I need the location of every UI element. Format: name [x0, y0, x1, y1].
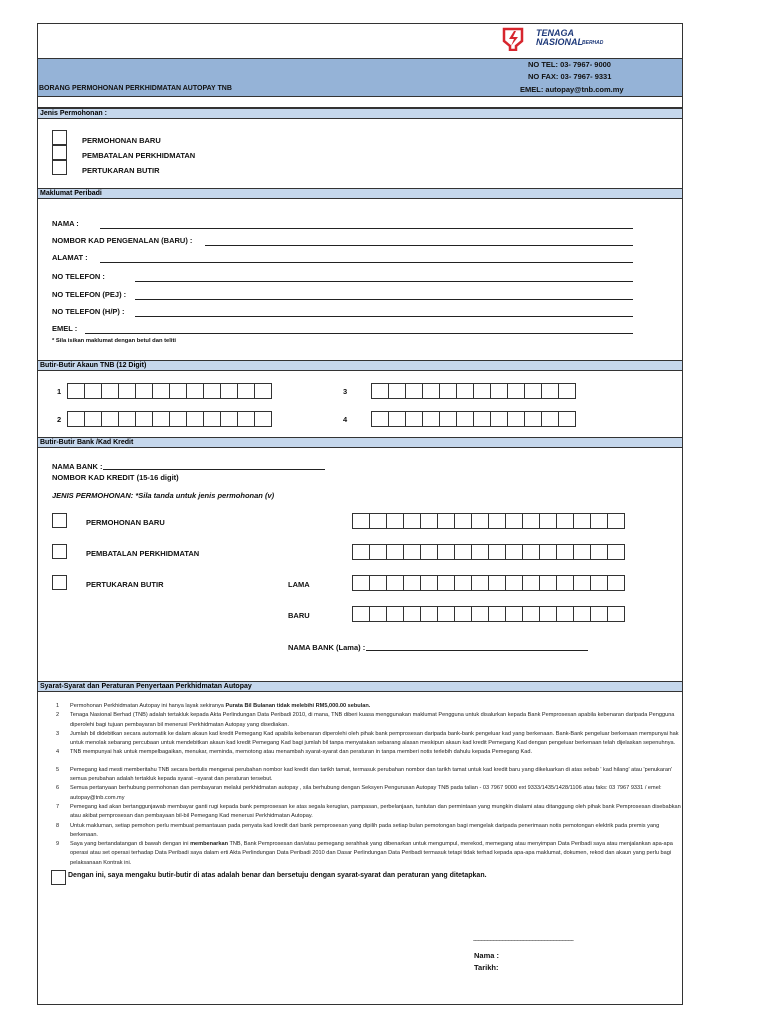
digit-box[interactable]	[352, 575, 370, 591]
label-jenis-bank: JENIS PERMOHONAN: *Sila tanda untuk jenis permohonan (v)	[52, 491, 275, 500]
digit-box[interactable]	[607, 544, 625, 560]
terms-list	[56, 702, 681, 868]
terms-item-text	[70, 702, 370, 711]
digit-box[interactable]	[369, 544, 387, 560]
input-ic[interactable]	[205, 245, 633, 246]
digit-box[interactable]	[203, 383, 221, 399]
digit-box[interactable]	[386, 606, 404, 622]
digit-box[interactable]	[420, 513, 438, 529]
contact-tel: NO TEL: 03- 7967- 9000	[528, 60, 611, 69]
digit-box[interactable]	[169, 383, 187, 399]
digit-box[interactable]	[539, 606, 557, 622]
digit-box[interactable]	[237, 411, 255, 427]
terms-item	[56, 840, 681, 868]
akaun-label-2: 2	[57, 415, 62, 424]
terms-item-text	[70, 711, 681, 730]
digit-box[interactable]	[101, 383, 119, 399]
terms-item	[56, 784, 681, 803]
label-nama-bank-lama: NAMA BANK (Lama) :	[288, 643, 366, 652]
digit-box[interactable]	[237, 383, 255, 399]
terms-text: TNB mempunyai hak untuk mempelbagaikan, menukar, meminda, memotong atau menambah syarat-syarat dan peraturan in tanpa memberi notis terlebih dahulu kepada Pemegang Kad.	[70, 749, 533, 756]
digit-box[interactable]	[507, 411, 525, 427]
terms-item-text	[70, 730, 681, 749]
digit-box[interactable]	[522, 606, 540, 622]
digit-box[interactable]	[454, 513, 472, 529]
digit-box[interactable]	[471, 513, 489, 529]
label-telefon: NO TELEFON :	[52, 272, 105, 281]
terms-bold-text: Purata Bil Bulanan tidak melebihi RM5,000.00 sebulan.	[225, 703, 371, 709]
input-nama[interactable]	[100, 228, 633, 229]
terms-item-number: 5	[56, 766, 60, 773]
digit-box[interactable]	[573, 513, 591, 529]
digit-box[interactable]	[454, 575, 472, 591]
label-permohonan-baru: PERMOHONAN BARU	[82, 136, 161, 145]
form-title: BORANG PERMOHONAN PERKHIDMATAN AUTOPAY TNB	[39, 85, 232, 92]
digit-box[interactable]	[439, 383, 457, 399]
digit-box[interactable]	[388, 383, 406, 399]
terms-text: Pemegang kad mesti memberitahu TNB secara bertulis mengenai perubahan nombor kad kredit dan tarikh tamat, termasuk perubahan nombor dan tarikh tamat untuk kad kredit baru yang dikeluarkan di atas sebab ' kad hilang' atau 'penukaran' semua perubahan adalah tertakluk kepada syarat –syarat dan peraturan tersebut.	[70, 766, 673, 783]
card-grid-permohonan-baru[interactable]	[352, 513, 624, 529]
akaun-grid-1[interactable]	[67, 383, 271, 399]
label-bank-pertukaran: PERTUKARAN BUTIR	[86, 580, 164, 589]
terms-item	[56, 730, 681, 749]
section-maklumat-peribadi: Maklumat Peribadi	[37, 188, 683, 199]
digit-box[interactable]	[556, 544, 574, 560]
digit-box[interactable]	[369, 575, 387, 591]
card-grid-pembatalan[interactable]	[352, 544, 624, 560]
digit-box[interactable]	[371, 383, 389, 399]
digit-box[interactable]	[254, 411, 272, 427]
terms-item-number: 8	[56, 822, 60, 829]
digit-box[interactable]	[524, 383, 542, 399]
digit-box[interactable]	[541, 411, 559, 427]
contact-email: EMEL: autopay@tnb.com.my	[520, 85, 624, 94]
digit-box[interactable]	[388, 411, 406, 427]
digit-box[interactable]	[488, 513, 506, 529]
terms-item-number: 6	[56, 785, 60, 792]
digit-box[interactable]	[118, 383, 136, 399]
digit-box[interactable]	[471, 575, 489, 591]
input-telefon-pej[interactable]	[135, 299, 633, 300]
peribadi-note: * Sila isikan maklumat dengan betul dan teliti	[52, 338, 177, 344]
terms-item-number: 4	[56, 749, 60, 756]
label-pertukaran: PERTUKARAN BUTIR	[82, 166, 160, 175]
checkbox-pertukaran[interactable]	[52, 160, 67, 175]
akaun-grid-2[interactable]	[67, 411, 271, 427]
terms-text: TNB, Bank Pemprosesan dan/atau pemegang serahhak yang dibenarkan untuk mengumpul, merekod, memegang atau menyimpan Data Peribadi saya atau menjalankan apa-apa operasi atau set operasi terhadap Data Peribadi saya dalam erti Akta Perlindungan Data Peribadi 2010 dan Dasar Perlindungan Data Peribadi termasuk tetapi tidak terhad kepada apa-apa maklumat, dokumen, rekod dan akaun yang perlu bagi pelaksanaan Kontrak ini.	[70, 841, 673, 866]
digit-box[interactable]	[254, 383, 272, 399]
digit-box[interactable]	[505, 513, 523, 529]
digit-box[interactable]	[607, 606, 625, 622]
digit-box[interactable]	[590, 544, 608, 560]
digit-box[interactable]	[556, 575, 574, 591]
label-telefon-pej: NO TELEFON (PEJ) :	[52, 290, 127, 299]
akaun-label-3: 3	[343, 387, 348, 396]
digit-box[interactable]	[403, 575, 421, 591]
digit-box[interactable]	[488, 606, 506, 622]
digit-box[interactable]	[67, 411, 85, 427]
terms-item-text	[70, 784, 681, 803]
digit-box[interactable]	[522, 513, 540, 529]
digit-box[interactable]	[454, 606, 472, 622]
terms-item	[56, 748, 681, 757]
section-syarat: Syarat-Syarat dan Peraturan Penyertaan Perkhidmatan Autopay	[37, 681, 683, 692]
contact-fax: NO FAX: 03- 7967- 9331	[528, 72, 612, 81]
digit-box[interactable]	[454, 544, 472, 560]
label-lama: LAMA	[288, 580, 310, 589]
terms-item-text	[70, 840, 681, 868]
digit-box[interactable]	[558, 383, 576, 399]
digit-box[interactable]	[456, 383, 474, 399]
digit-box[interactable]	[405, 411, 423, 427]
declaration-text: Dengan ini, saya mengaku butir-butir di atas adalah benar dan bersetuju dengan syarat-syarat dan peraturan yang ditetapkan.	[68, 872, 487, 879]
digit-box[interactable]	[573, 544, 591, 560]
digit-box[interactable]	[558, 411, 576, 427]
section-jenis-permohonan: Jenis Permohonan :	[37, 108, 683, 119]
digit-box[interactable]	[505, 575, 523, 591]
digit-box[interactable]	[456, 411, 474, 427]
digit-box[interactable]	[471, 606, 489, 622]
terms-text: Tenaga Nasional Berhad (TNB) adalah tertakluk kepada Akta Perlindungan Data Peribadi 2010, di mana, TNB diberi kuasa menggunakan maklumat Pengguna untuk disalurkan kepada Bank Pemprosesan apabila kebenaran daripada Pengguna diperolehi bagi tujuan pembayaran bil menerusi Perkhidmatan Autopay yang disediakan.	[70, 712, 675, 728]
digit-box[interactable]	[84, 383, 102, 399]
akaun-label-1: 1	[57, 387, 62, 396]
digit-box[interactable]	[473, 383, 491, 399]
section-bank-kad-kredit: Butir-Butir Bank /Kad Kredit	[37, 437, 683, 448]
label-pembatalan: PEMBATALAN PERKHIDMATAN	[82, 151, 196, 160]
input-nama-bank[interactable]	[103, 469, 325, 470]
digit-box[interactable]	[135, 383, 153, 399]
digit-box[interactable]	[403, 606, 421, 622]
input-telefon-hp[interactable]	[135, 316, 633, 317]
checkbox-declaration[interactable]	[51, 870, 66, 885]
terms-item-text	[70, 766, 681, 785]
label-signature-nama: Nama :	[474, 951, 500, 960]
terms-item-text	[70, 822, 681, 841]
digit-box[interactable]	[607, 575, 625, 591]
label-nombor-kad: NOMBOR KAD KREDIT (15-16 digit)	[52, 473, 179, 482]
terms-item-text	[70, 803, 681, 822]
digit-box[interactable]	[522, 544, 540, 560]
digit-box[interactable]	[556, 513, 574, 529]
digit-box[interactable]	[186, 383, 204, 399]
checkbox-bank-permohonan-baru[interactable]	[52, 513, 67, 528]
digit-box[interactable]	[590, 575, 608, 591]
tnb-logo	[502, 27, 612, 53]
digit-box[interactable]	[507, 383, 525, 399]
label-ic: NOMBOR KAD PENGENALAN (BARU) :	[52, 236, 193, 245]
terms-item-text	[70, 748, 532, 757]
terms-item-number: 2	[56, 712, 60, 719]
terms-text: Jumlah bil didebitkan secara automatik ke dalam akaun kad kredit Pemegang Kad apabila kebenaran diperolehi oleh pihak bank pemprosesan daripada bank-bank pengeluar kad yang berkenaan. Bank-Bank pengeluar berkenaan mempunyai hak untuk menolak sebarang percubaan untuk mendebitkan akaun kad kredit Pemegang Kad bagi jumlah bil tanpa menyatakan sebarang alasan meskipun akaun kad kredit Pemegang Kad dengan pengeluar berkenaan telah dijelaskan sepenuhnya.	[70, 730, 679, 747]
digit-box[interactable]	[420, 575, 438, 591]
digit-box[interactable]	[84, 411, 102, 427]
digit-box[interactable]	[539, 513, 557, 529]
card-grid-baru[interactable]	[352, 606, 624, 622]
blank-row	[37, 96, 683, 108]
digit-box[interactable]	[420, 606, 438, 622]
digit-box[interactable]	[152, 383, 170, 399]
label-bank-pembatalan: PEMBATALAN PERKHIDMATAN	[86, 549, 200, 558]
digit-box[interactable]	[386, 544, 404, 560]
digit-box[interactable]	[522, 575, 540, 591]
checkbox-bank-pertukaran[interactable]	[52, 575, 67, 590]
digit-box[interactable]	[590, 513, 608, 529]
label-emel: EMEL :	[52, 324, 78, 333]
label-nama-bank: NAMA BANK :	[52, 462, 103, 471]
checkbox-pembatalan[interactable]	[52, 145, 67, 160]
digit-box[interactable]	[573, 575, 591, 591]
digit-box[interactable]	[203, 411, 221, 427]
digit-box[interactable]	[490, 383, 508, 399]
digit-box[interactable]	[573, 606, 591, 622]
digit-box[interactable]	[420, 544, 438, 560]
digit-box[interactable]	[403, 513, 421, 529]
digit-box[interactable]	[369, 606, 387, 622]
terms-item-number: 1	[56, 703, 60, 709]
terms-item	[56, 803, 681, 822]
digit-box[interactable]	[220, 411, 238, 427]
digit-box[interactable]	[437, 575, 455, 591]
digit-box[interactable]	[488, 544, 506, 560]
terms-text: Pemegang kad akan bertanggunjawab membayar ganti rugi kepada bank pemprosesan ke atas segala kerugian, pampasan, perbelanjaan, tuntutan dan permintaan yang mungkin dialami atau ditanggung oleh pihak bank Pemprosesan disebabkan atau akibat pemprosesan dan pembayaan bil-bil Pemegang Kad menerusi Perkhidmatan Autopay.	[70, 803, 681, 820]
label-telefon-hp: NO TELEFON (H/P) :	[52, 307, 125, 316]
digit-box[interactable]	[101, 411, 119, 427]
terms-text: Untuk makluman, setiap pemohon perlu membuat pemantauan pada penyata kad kredit dari bank pemprosesan yang dipilih pada setiap bulan pemotongan bagi mengelak daripada penerimaan notis pemotongan elektrik pada premis yang berkenaan.	[70, 822, 660, 838]
card-grid-lama[interactable]	[352, 575, 624, 591]
digit-box[interactable]	[488, 575, 506, 591]
digit-box[interactable]	[541, 383, 559, 399]
terms-item-number: 7	[56, 803, 60, 810]
label-nama: NAMA :	[52, 219, 79, 228]
terms-text: Saya yang bertandatangan di bawah dengan ini	[70, 841, 191, 848]
digit-box[interactable]	[352, 513, 370, 529]
digit-box[interactable]	[524, 411, 542, 427]
digit-box[interactable]	[118, 411, 136, 427]
label-signature-tarikh: Tarikh:	[474, 963, 499, 972]
terms-item-number: 3	[56, 730, 60, 737]
checkbox-bank-pembatalan[interactable]	[52, 544, 67, 559]
akaun-grid-3[interactable]	[371, 383, 575, 399]
section-akaun-tnb: Butir-Butir Akaun TNB (12 Digit)	[37, 360, 683, 371]
input-telefon[interactable]	[135, 281, 633, 282]
digit-box[interactable]	[405, 383, 423, 399]
digit-box[interactable]	[505, 544, 523, 560]
terms-item	[56, 822, 681, 841]
digit-box[interactable]	[422, 383, 440, 399]
digit-box[interactable]	[607, 513, 625, 529]
input-emel[interactable]	[85, 333, 633, 334]
digit-box[interactable]	[371, 411, 389, 427]
digit-box[interactable]	[186, 411, 204, 427]
digit-box[interactable]	[386, 513, 404, 529]
digit-box[interactable]	[169, 411, 187, 427]
digit-box[interactable]	[490, 411, 508, 427]
digit-box[interactable]	[505, 606, 523, 622]
tnb-logo-icon	[502, 27, 524, 51]
digit-box[interactable]	[422, 411, 440, 427]
terms-item-number: 9	[56, 841, 60, 848]
digit-box[interactable]	[539, 544, 557, 560]
digit-box[interactable]	[152, 411, 170, 427]
digit-box[interactable]	[473, 411, 491, 427]
input-alamat[interactable]	[100, 262, 633, 263]
digit-box[interactable]	[437, 606, 455, 622]
input-nama-bank-lama[interactable]	[366, 650, 588, 651]
digit-box[interactable]	[369, 513, 387, 529]
digit-box[interactable]	[67, 383, 85, 399]
digit-box[interactable]	[437, 544, 455, 560]
label-bank-permohonan-baru: PERMOHONAN BARU	[86, 518, 165, 527]
digit-box[interactable]	[437, 513, 455, 529]
terms-text: Semua pertanyaan berhubung permohonan dan pembayaran melalui perkhidmatan autopay , sila berhubung dengan Seksyen Pengurusan Autopay TNB pada talian - 03 7967 9000 ext 9333/1435/1428/1106 atau faks: 03 7967 9331 / emel: autopay@tnb.com.my	[70, 785, 662, 801]
digit-box[interactable]	[439, 411, 457, 427]
digit-box[interactable]	[220, 383, 238, 399]
digit-box[interactable]	[135, 411, 153, 427]
label-alamat: ALAMAT :	[52, 253, 88, 262]
checkbox-permohonan-baru[interactable]	[52, 130, 67, 145]
signature-line: -------------------------------------------------------------------	[473, 938, 574, 944]
terms-item	[56, 711, 681, 730]
logo-text-nasional: NASIONAL	[536, 37, 583, 47]
label-baru: BARU	[288, 611, 310, 620]
digit-box[interactable]	[556, 606, 574, 622]
akaun-grid-4[interactable]	[371, 411, 575, 427]
terms-item	[56, 766, 681, 785]
digit-box[interactable]	[539, 575, 557, 591]
digit-box[interactable]	[352, 544, 370, 560]
terms-text: Permohonan Perkhidmatan Autopay ini hanya layak sekiranya	[70, 703, 226, 709]
akaun-label-4: 4	[343, 415, 348, 424]
logo-text-tenaga: TENAGA	[536, 28, 574, 38]
terms-item	[56, 702, 681, 711]
digit-box[interactable]	[471, 544, 489, 560]
digit-box[interactable]	[590, 606, 608, 622]
terms-bold-text: membenarkan	[190, 841, 228, 848]
logo-text-berhad: BERHAD	[582, 40, 604, 46]
digit-box[interactable]	[403, 544, 421, 560]
digit-box[interactable]	[352, 606, 370, 622]
digit-box[interactable]	[386, 575, 404, 591]
